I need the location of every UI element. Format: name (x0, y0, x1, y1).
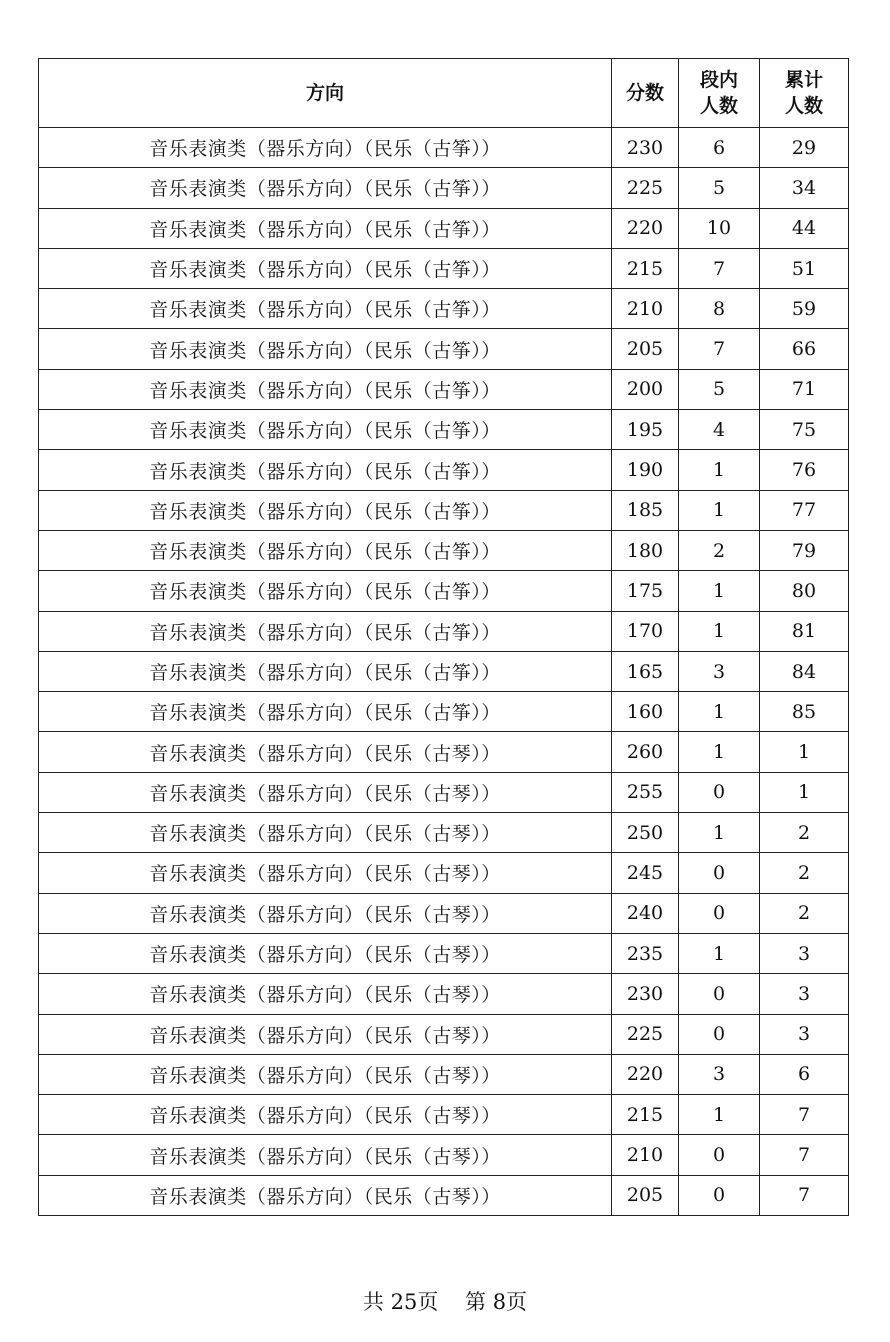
cell-direction: 音乐表演类（器乐方向）（民乐（古琴）） (39, 933, 612, 973)
cell-cumulative: 2 (760, 813, 849, 853)
table-row (39, 1054, 849, 1094)
cell-direction: 音乐表演类（器乐方向）（民乐（古琴）） (39, 853, 612, 893)
cell-in-segment: 0 (679, 974, 760, 1014)
cell-score: 245 (612, 853, 679, 893)
cell-in-segment: 0 (679, 1175, 760, 1215)
cell-in-segment: 6 (679, 128, 760, 168)
cell-cumulative: 34 (760, 168, 849, 208)
table-row (39, 853, 849, 893)
table-row (39, 128, 849, 168)
table-row (39, 1014, 849, 1054)
cell-cumulative: 3 (760, 1014, 849, 1054)
table-row (39, 813, 849, 853)
table-row (39, 772, 849, 812)
cell-in-segment: 1 (679, 813, 760, 853)
cell-direction: 音乐表演类（器乐方向）（民乐（古琴）） (39, 974, 612, 1014)
cell-score: 170 (612, 611, 679, 651)
cell-in-segment: 1 (679, 450, 760, 490)
header-in-segment-line-2: 人数 (699, 95, 738, 117)
cell-in-segment: 0 (679, 893, 760, 933)
cell-in-segment: 2 (679, 530, 760, 570)
cell-direction: 音乐表演类（器乐方向）（民乐（古筝）） (39, 248, 612, 288)
table-row (39, 329, 849, 369)
cell-cumulative: 59 (760, 289, 849, 329)
cell-score: 210 (612, 1135, 679, 1175)
cell-direction: 音乐表演类（器乐方向）（民乐（古筝）） (39, 410, 612, 450)
cell-cumulative: 66 (760, 329, 849, 369)
cell-direction: 音乐表演类（器乐方向）（民乐（古琴）） (39, 1054, 612, 1094)
table-row (39, 248, 849, 288)
cell-in-segment: 1 (679, 611, 760, 651)
header-score: 分数 (612, 59, 679, 128)
cell-score: 215 (612, 248, 679, 288)
cell-in-segment: 5 (679, 168, 760, 208)
cell-direction: 音乐表演类（器乐方向）（民乐（古筝）） (39, 651, 612, 691)
cell-score: 215 (612, 1095, 679, 1135)
cell-direction: 音乐表演类（器乐方向）（民乐（古筝）） (39, 571, 612, 611)
table-row (39, 933, 849, 973)
cell-direction: 音乐表演类（器乐方向）（民乐（古琴）） (39, 813, 612, 853)
header-cumulative-line-1: 累计 (784, 69, 823, 91)
table-row (39, 692, 849, 732)
cell-score: 185 (612, 490, 679, 530)
table-row (39, 168, 849, 208)
cell-score: 205 (612, 1175, 679, 1215)
cell-direction: 音乐表演类（器乐方向）（民乐（古筝）） (39, 692, 612, 732)
cell-in-segment: 10 (679, 208, 760, 248)
cell-cumulative: 51 (760, 248, 849, 288)
cell-direction: 音乐表演类（器乐方向）（民乐（古筝）） (39, 168, 612, 208)
cell-cumulative: 85 (760, 692, 849, 732)
table-row (39, 450, 849, 490)
cell-cumulative: 7 (760, 1135, 849, 1175)
cell-direction: 音乐表演类（器乐方向）（民乐（古筝）） (39, 208, 612, 248)
cell-cumulative: 2 (760, 853, 849, 893)
cell-score: 195 (612, 410, 679, 450)
cell-in-segment: 0 (679, 1135, 760, 1175)
cell-score: 190 (612, 450, 679, 490)
cell-cumulative: 44 (760, 208, 849, 248)
table-row (39, 369, 849, 409)
table-row (39, 651, 849, 691)
table-row (39, 611, 849, 651)
cell-direction: 音乐表演类（器乐方向）（民乐（古筝）） (39, 128, 612, 168)
cell-direction: 音乐表演类（器乐方向）（民乐（古筝）） (39, 490, 612, 530)
cell-score: 220 (612, 208, 679, 248)
cell-cumulative: 3 (760, 974, 849, 1014)
table-row (39, 1135, 849, 1175)
table-row (39, 571, 849, 611)
cell-direction: 音乐表演类（器乐方向）（民乐（古琴）） (39, 1014, 612, 1054)
cell-score: 165 (612, 651, 679, 691)
cell-score: 240 (612, 893, 679, 933)
cell-in-segment: 1 (679, 1095, 760, 1135)
cell-in-segment: 8 (679, 289, 760, 329)
cell-cumulative: 1 (760, 732, 849, 772)
cell-score: 235 (612, 933, 679, 973)
header-cumulative (760, 59, 849, 128)
table-row (39, 1175, 849, 1215)
cell-cumulative: 71 (760, 369, 849, 409)
cell-score: 180 (612, 530, 679, 570)
cell-score: 250 (612, 813, 679, 853)
table-header-row (39, 59, 849, 128)
cell-cumulative: 76 (760, 450, 849, 490)
cell-cumulative: 81 (760, 611, 849, 651)
header-in-segment (679, 59, 760, 128)
cell-direction: 音乐表演类（器乐方向）（民乐（古琴）） (39, 1135, 612, 1175)
cell-cumulative: 77 (760, 490, 849, 530)
cell-score: 225 (612, 1014, 679, 1054)
cell-in-segment: 3 (679, 1054, 760, 1094)
cell-cumulative: 6 (760, 1054, 849, 1094)
cell-direction: 音乐表演类（器乐方向）（民乐（古筝）） (39, 369, 612, 409)
cell-cumulative: 29 (760, 128, 849, 168)
cell-score: 225 (612, 168, 679, 208)
cell-score: 160 (612, 692, 679, 732)
cell-direction: 音乐表演类（器乐方向）（民乐（古琴）） (39, 1175, 612, 1215)
table-row (39, 732, 849, 772)
cell-in-segment: 1 (679, 933, 760, 973)
header-cumulative-line-2: 人数 (784, 95, 823, 117)
cell-in-segment: 1 (679, 732, 760, 772)
cell-score: 175 (612, 571, 679, 611)
cell-score: 200 (612, 369, 679, 409)
cell-cumulative: 7 (760, 1095, 849, 1135)
cell-in-segment: 1 (679, 692, 760, 732)
table-row (39, 410, 849, 450)
cell-score: 230 (612, 128, 679, 168)
table-row (39, 208, 849, 248)
cell-direction: 音乐表演类（器乐方向）（民乐（古筝）） (39, 289, 612, 329)
cell-score: 210 (612, 289, 679, 329)
cell-score: 230 (612, 974, 679, 1014)
cell-cumulative: 84 (760, 651, 849, 691)
cell-direction: 音乐表演类（器乐方向）（民乐（古琴）） (39, 893, 612, 933)
cell-direction: 音乐表演类（器乐方向）（民乐（古筝）） (39, 611, 612, 651)
table-row (39, 530, 849, 570)
table-row (39, 490, 849, 530)
cell-score: 205 (612, 329, 679, 369)
cell-in-segment: 7 (679, 329, 760, 369)
cell-direction: 音乐表演类（器乐方向）（民乐（古琴）） (39, 732, 612, 772)
cell-in-segment: 0 (679, 1014, 760, 1054)
cell-score: 220 (612, 1054, 679, 1094)
cell-in-segment: 0 (679, 772, 760, 812)
table-row (39, 893, 849, 933)
cell-in-segment: 3 (679, 651, 760, 691)
cell-direction: 音乐表演类（器乐方向）（民乐（古筝）） (39, 450, 612, 490)
cell-cumulative: 79 (760, 530, 849, 570)
cell-cumulative: 7 (760, 1175, 849, 1215)
cell-in-segment: 4 (679, 410, 760, 450)
cell-direction: 音乐表演类（器乐方向）（民乐（古琴）） (39, 1095, 612, 1135)
table-row (39, 289, 849, 329)
cell-cumulative: 1 (760, 772, 849, 812)
current-page-label: 第 8页 (465, 1290, 528, 1314)
header-direction: 方向 (39, 59, 612, 128)
score-distribution-table (38, 58, 849, 1216)
page-footer (0, 1286, 890, 1316)
table-body (39, 128, 849, 1216)
cell-direction: 音乐表演类（器乐方向）（民乐（古筝）） (39, 329, 612, 369)
cell-direction: 音乐表演类（器乐方向）（民乐（古筝）） (39, 530, 612, 570)
table-row (39, 1095, 849, 1135)
cell-in-segment: 1 (679, 490, 760, 530)
cell-cumulative: 80 (760, 571, 849, 611)
table-row (39, 974, 849, 1014)
cell-cumulative: 3 (760, 933, 849, 973)
cell-in-segment: 0 (679, 853, 760, 893)
header-in-segment-line-1: 段内 (699, 69, 738, 91)
cell-in-segment: 5 (679, 369, 760, 409)
cell-cumulative: 75 (760, 410, 849, 450)
cell-score: 255 (612, 772, 679, 812)
cell-score: 260 (612, 732, 679, 772)
cell-cumulative: 2 (760, 893, 849, 933)
cell-in-segment: 1 (679, 571, 760, 611)
cell-in-segment: 7 (679, 248, 760, 288)
total-pages-label: 共 25页 (362, 1290, 439, 1314)
cell-direction: 音乐表演类（器乐方向）（民乐（古琴）） (39, 772, 612, 812)
